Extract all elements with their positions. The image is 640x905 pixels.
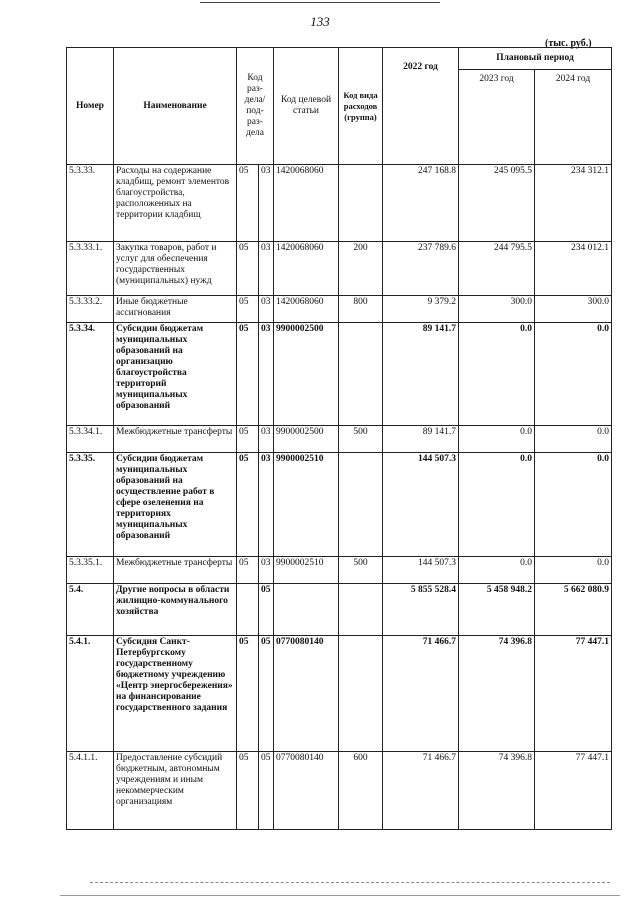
row-number: 5.3.33. [67,165,114,242]
row-name: Межбюджетные трансферты [114,557,237,584]
table-row [67,242,612,296]
row-number: 5.3.35.1. [67,557,114,584]
header-name: Наименование [114,48,237,165]
row-2022: 5 855 528.4 [383,584,459,636]
row-2023: 5 458 948.2 [459,584,535,636]
table-row [67,165,612,242]
row-section [237,584,259,636]
row-subsection: 05 [259,752,274,830]
row-2024: 234 012.1 [535,242,612,296]
row-name: Субсидии бюджетам муниципальных образований на организацию благоустройства территорий муниципальных образований [114,323,237,426]
row-2024: 77 447.1 [535,636,612,752]
row-expense-type: 500 [339,557,383,584]
row-2024: 234 312.1 [535,165,612,242]
row-2023: 74 396.8 [459,636,535,752]
row-target: 0770080140 [274,752,339,830]
row-number: 5.4.1.1. [67,752,114,830]
table-row [67,453,612,557]
row-expense-type: 800 [339,296,383,323]
row-expense-type [339,323,383,426]
row-name: Межбюджетные трансферты [114,426,237,453]
page-number: 133 [310,14,330,29]
row-2022: 247 168.8 [383,165,459,242]
row-2022: 144 507.3 [383,557,459,584]
header-number: Номер [67,48,114,165]
row-section: 05 [237,453,259,557]
row-section: 05 [237,242,259,296]
row-number: 5.3.33.1. [67,242,114,296]
table-row [67,323,612,426]
units-label: (тыс. руб.) [545,38,592,49]
bottom-rule [90,882,610,883]
header-2022: 2022 год [383,48,459,165]
row-number: 5.4. [67,584,114,636]
row-2023: 0.0 [459,323,535,426]
table-row [67,584,612,636]
row-2022: 89 141.7 [383,323,459,426]
row-name: Предоставление субсидий бюджетным, автономным учреждениям и иным некоммерческим организациям [114,752,237,830]
row-target: 9900002500 [274,323,339,426]
row-2022: 71 466.7 [383,752,459,830]
table-row [67,557,612,584]
row-section: 05 [237,426,259,453]
row-expense-type [339,584,383,636]
row-expense-type [339,165,383,242]
row-number: 5.3.33.2. [67,296,114,323]
row-2022: 89 141.7 [383,426,459,453]
row-expense-type [339,453,383,557]
row-name: Субсидии бюджетам муниципальных образований на осуществление работ в сфере озеленения на территориях муниципальных образований [114,453,237,557]
header-section: Код раз-дела/ под-раз-дела [237,48,274,165]
row-2022: 144 507.3 [383,453,459,557]
row-target: 1420068060 [274,296,339,323]
row-target: 9900002500 [274,426,339,453]
header-expense-type: Код вида расходов (группа) [339,48,383,165]
row-2024: 0.0 [535,453,612,557]
row-2023: 300.0 [459,296,535,323]
row-target: 1420068060 [274,242,339,296]
table-row [67,426,612,453]
row-name: Закупка товаров, работ и услуг для обеспечения государственных (муниципальных) нужд [114,242,237,296]
table-row [67,296,612,323]
row-expense-type: 200 [339,242,383,296]
row-target: 9900002510 [274,557,339,584]
table-row [67,752,612,830]
row-subsection: 03 [259,557,274,584]
row-target: 0770080140 [274,636,339,752]
row-section: 05 [237,557,259,584]
row-expense-type: 600 [339,752,383,830]
row-2024: 77 447.1 [535,752,612,830]
row-subsection: 05 [259,584,274,636]
header-row-1 [67,48,612,70]
row-2024: 0.0 [535,557,612,584]
row-2023: 0.0 [459,557,535,584]
row-name: Субсидия Санкт-Петербургскому государственному бюджетному учреждению «Центр энергосбережения» на финансирование государственного задания [114,636,237,752]
row-2024: 0.0 [535,323,612,426]
row-number: 5.3.35. [67,453,114,557]
row-section: 05 [237,296,259,323]
row-target: 9900002510 [274,453,339,557]
row-subsection: 03 [259,426,274,453]
header-planned-period: Плановый период [459,48,612,70]
budget-table [66,47,612,830]
row-subsection: 05 [259,636,274,752]
row-2024: 0.0 [535,426,612,453]
row-2024: 300.0 [535,296,612,323]
row-section: 05 [237,165,259,242]
header-2024: 2024 год [535,70,612,165]
header-target: Код целевой статьи [274,48,339,165]
row-2022: 237 789.6 [383,242,459,296]
row-subsection: 03 [259,453,274,557]
row-2022: 9 379.2 [383,296,459,323]
row-expense-type [339,636,383,752]
row-2023: 0.0 [459,453,535,557]
row-subsection: 03 [259,242,274,296]
row-2023: 74 396.8 [459,752,535,830]
row-subsection: 03 [259,165,274,242]
row-number: 5.3.34.1. [67,426,114,453]
row-expense-type: 500 [339,426,383,453]
row-section: 05 [237,636,259,752]
top-rule [200,2,440,3]
row-target: 1420068060 [274,165,339,242]
row-section: 05 [237,752,259,830]
header-2023: 2023 год [459,70,535,165]
row-number: 5.3.34. [67,323,114,426]
row-2023: 0.0 [459,426,535,453]
row-subsection: 03 [259,296,274,323]
row-2023: 244 795.5 [459,242,535,296]
row-2022: 71 466.7 [383,636,459,752]
row-subsection: 03 [259,323,274,426]
row-name: Расходы на содержание кладбищ, ремонт элементов благоустройства, расположенных на территории кладбищ [114,165,237,242]
bottom-rule-secondary [60,895,620,896]
row-target [274,584,339,636]
row-2024: 5 662 080.9 [535,584,612,636]
row-name: Иные бюджетные ассигнования [114,296,237,323]
table-row [67,636,612,752]
row-name: Другие вопросы в области жилищно-коммунального хозяйства [114,584,237,636]
row-section: 05 [237,323,259,426]
row-2023: 245 095.5 [459,165,535,242]
row-number: 5.4.1. [67,636,114,752]
